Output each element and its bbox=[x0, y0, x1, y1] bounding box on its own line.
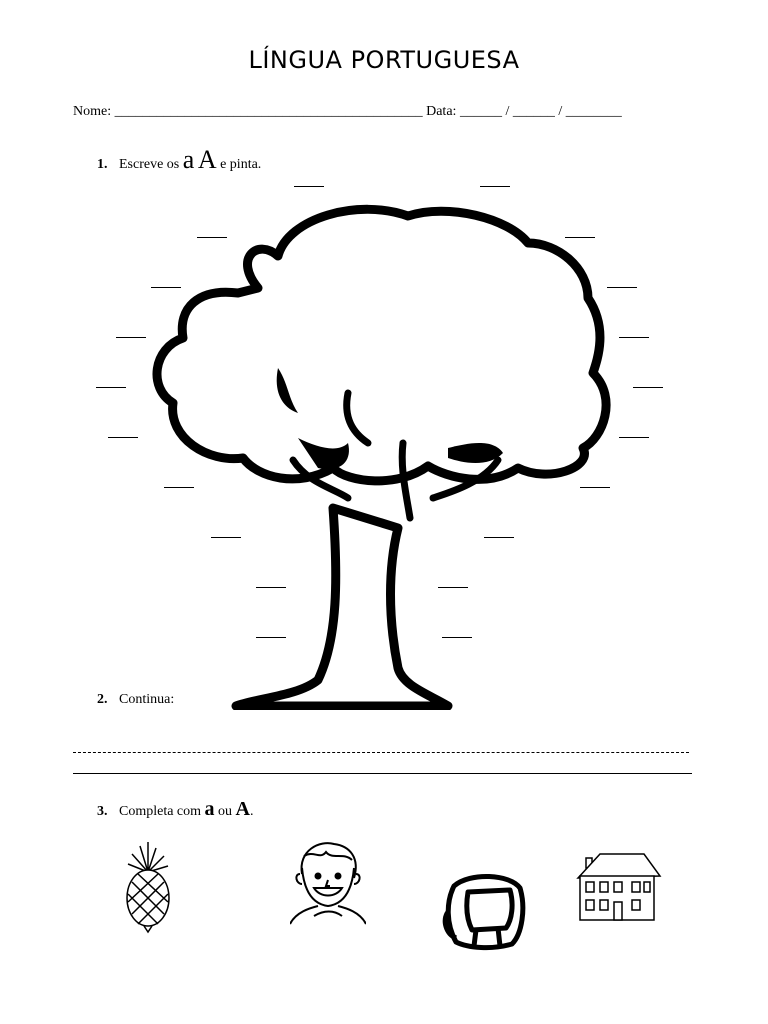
pineapple-image bbox=[118, 842, 178, 934]
date-label: Data: bbox=[426, 104, 457, 119]
letter-a-small: a bbox=[182, 145, 195, 174]
question-3-number: 3. bbox=[97, 804, 108, 819]
question-3-text: Completa com bbox=[119, 804, 202, 819]
header-line bbox=[73, 104, 622, 120]
boy-image bbox=[290, 840, 366, 926]
question-2-text: Continua: bbox=[119, 692, 175, 707]
house-image bbox=[576, 850, 662, 922]
question-1 bbox=[97, 145, 261, 175]
name-blank[interactable]: ____________________________________________ bbox=[114, 104, 423, 119]
letter-a-big: A bbox=[197, 145, 217, 174]
blank-7[interactable] bbox=[116, 337, 146, 338]
blank-12[interactable] bbox=[619, 437, 649, 438]
blank-2[interactable] bbox=[480, 186, 510, 187]
tree-image bbox=[148, 198, 618, 710]
question-1-number: 1. bbox=[97, 157, 108, 172]
backpack-image bbox=[440, 868, 528, 952]
letter-a-small: a bbox=[204, 798, 215, 820]
date-blank[interactable]: ______ / ______ / ________ bbox=[459, 104, 622, 119]
answer-line-1[interactable] bbox=[73, 752, 689, 753]
blank-11[interactable] bbox=[108, 437, 138, 438]
question-2 bbox=[97, 692, 174, 708]
question-3-text-end: . bbox=[250, 804, 254, 819]
blank-1[interactable] bbox=[294, 186, 324, 187]
name-label: Nome: bbox=[73, 104, 112, 119]
page-title: LÍNGUA PORTUGUESA bbox=[248, 46, 520, 74]
question-1-text: Escreve os bbox=[119, 157, 180, 172]
question-3-text-mid: ou bbox=[218, 804, 233, 819]
letter-a-big: A bbox=[235, 798, 250, 820]
blank-9[interactable] bbox=[96, 387, 126, 388]
question-3 bbox=[97, 798, 254, 821]
question-1-text-end: e pinta. bbox=[220, 157, 262, 172]
question-2-number: 2. bbox=[97, 692, 108, 707]
answer-line-2[interactable] bbox=[73, 773, 692, 774]
blank-10[interactable] bbox=[633, 387, 663, 388]
blank-8[interactable] bbox=[619, 337, 649, 338]
